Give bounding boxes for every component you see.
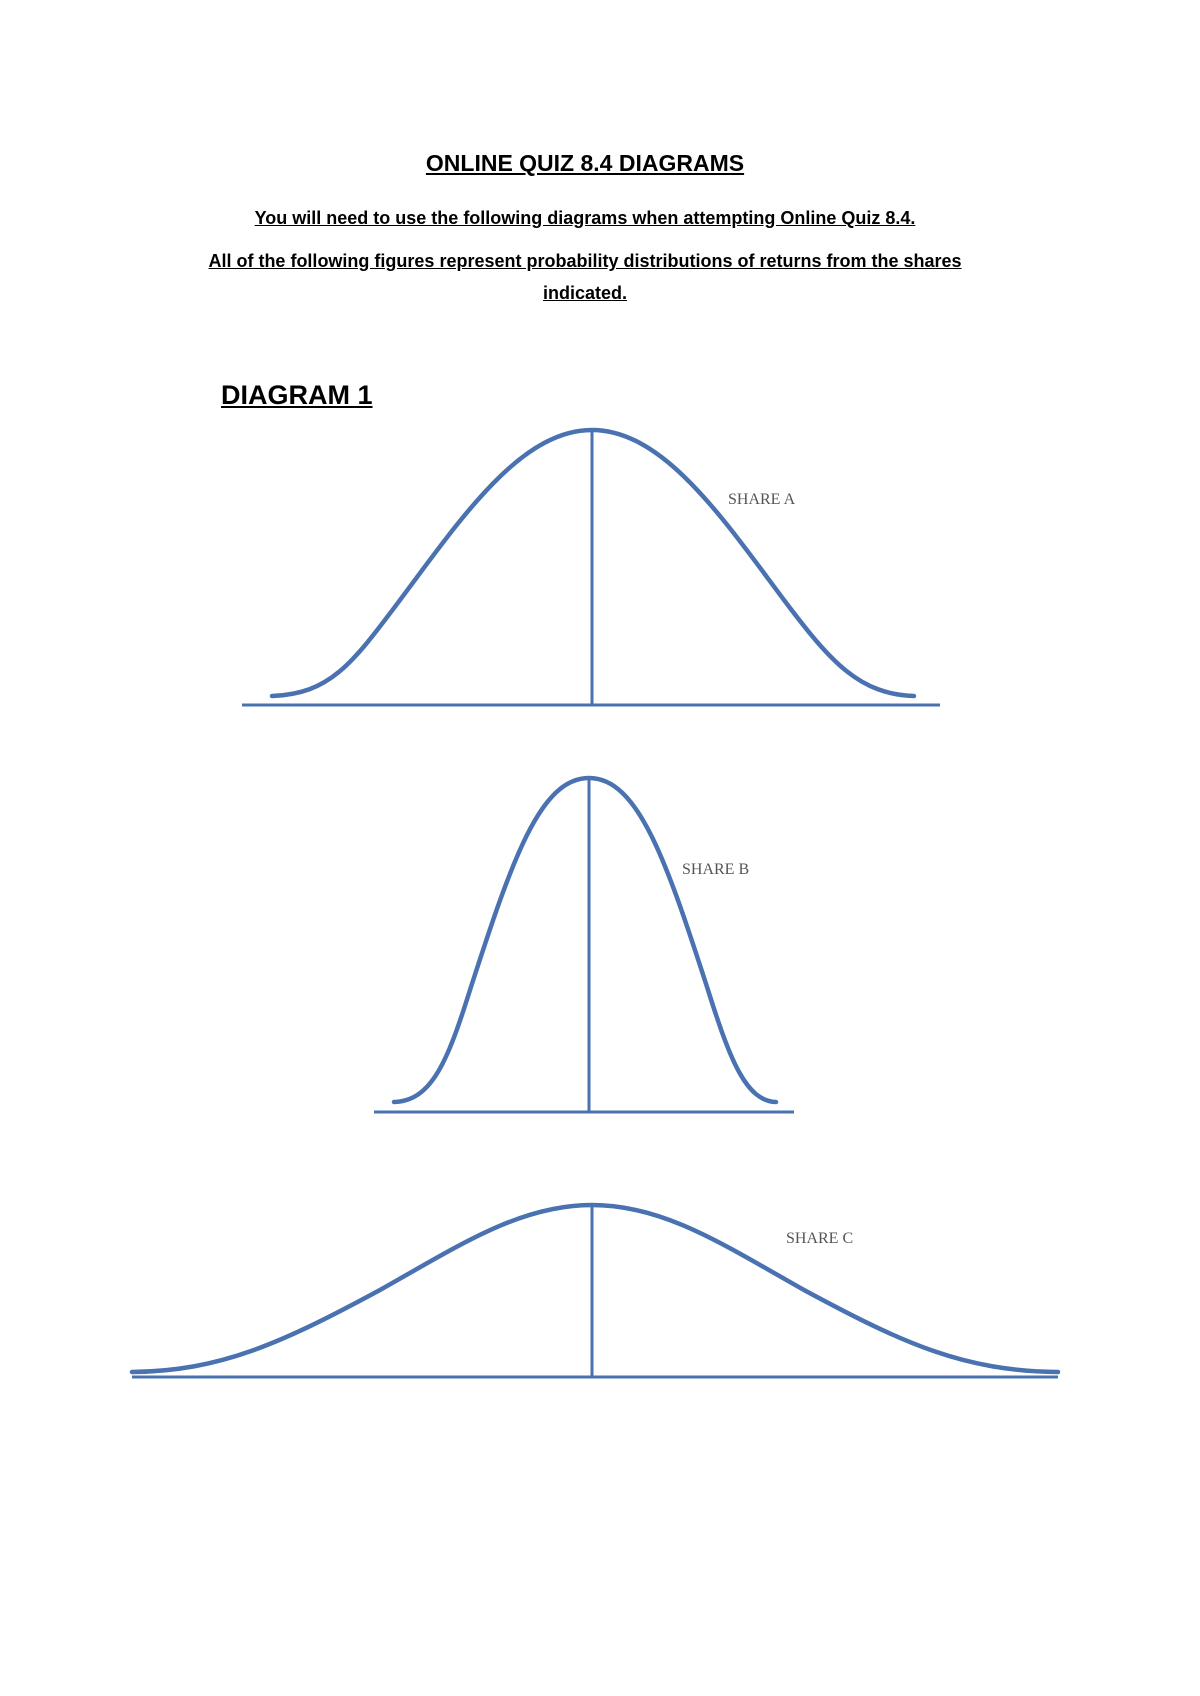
share-b-distribution: [374, 778, 794, 1112]
share-c-distribution: [132, 1205, 1058, 1377]
share-c-curve: [132, 1205, 1058, 1372]
instruction-quiz-note: You will need to use the following diagrams when attempting Online Quiz 8.4.: [254, 208, 916, 228]
share-a-label: SHARE A: [728, 491, 796, 508]
share-b-curve: [394, 778, 776, 1102]
share-c-label: SHARE C: [786, 1230, 854, 1247]
share-b-label: SHARE B: [682, 861, 750, 878]
instruction-figures-note: All of the following figures represent probability distributions of returns from the shares indicated.: [208, 251, 962, 303]
diagram-heading: DIAGRAM 1: [221, 380, 373, 410]
page-title: ONLINE QUIZ 8.4 DIAGRAMS: [425, 150, 745, 176]
share-a-distribution: [242, 430, 940, 705]
